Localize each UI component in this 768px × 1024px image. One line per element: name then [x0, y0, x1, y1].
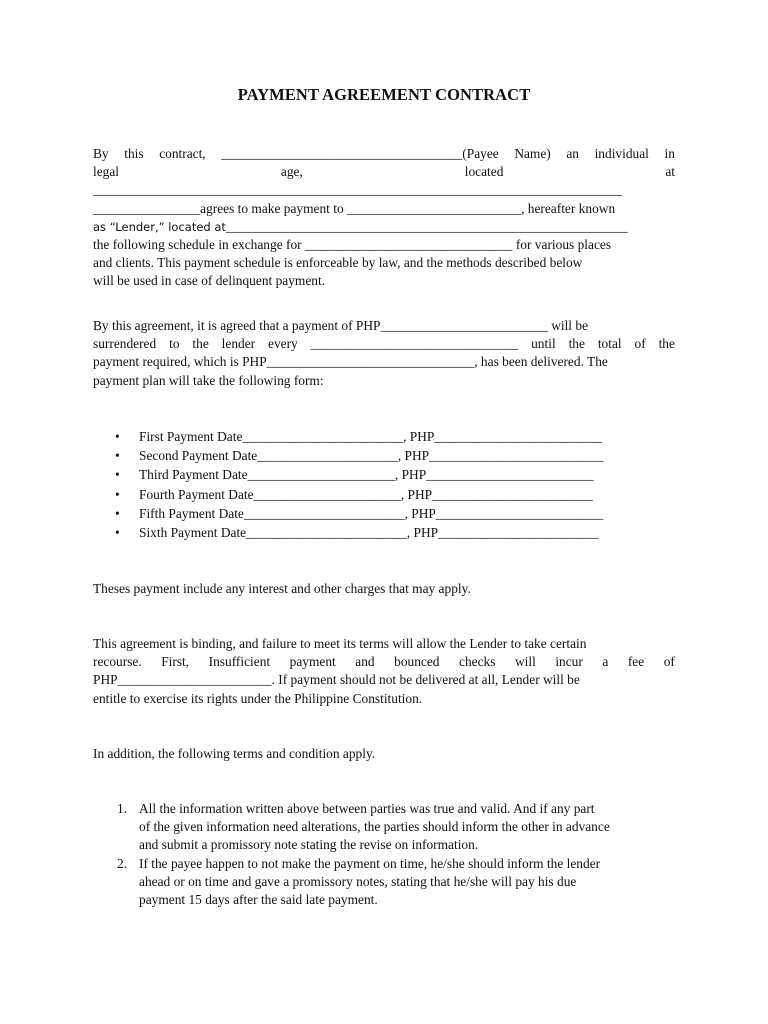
payment-schedule-list: [93, 428, 675, 543]
bullet-icon: •: [115, 448, 120, 464]
p4-line-4: entitle to exercise its rights under the Philippine Constitution.: [93, 690, 423, 706]
p1-line-8: will be used in case of delinquent payment.: [93, 273, 326, 289]
list-item: 1. All the information written above between parties was true and valid. And if any part of the given information need alterations, the parties should inform the other in advance and submit a promissory note stating the revise on information.: [117, 801, 610, 853]
p2-line-1: By this agreement, it is agreed that a payment of PHP_________________________ will be: [93, 318, 589, 333]
list-item: • Fifth Payment Date________________________, PHP_________________________: [93, 505, 675, 524]
item-number: 1.: [117, 801, 128, 816]
list-item: • Second Payment Date_____________________, PHP__________________________: [93, 447, 675, 466]
p4-line-1: This agreement is binding, and failure to meet its terms will allow the Lender to take certain: [93, 636, 587, 651]
bullet-icon: •: [115, 429, 120, 444]
p1-line-3: _______________________________________________________________________________: [93, 182, 622, 198]
p1-line-2: legal age, located at: [93, 164, 675, 180]
p1-line-5: as “Lender,” located at____________________________________________________________: [93, 218, 628, 234]
bullet-icon: •: [115, 524, 120, 540]
paragraph-parties: [93, 145, 675, 291]
p4-line-2: recourse. First, Insufficient payment and bounced checks will incur a fee of: [93, 654, 675, 670]
p4-line-3: PHP_______________________. If payment should not be delivered at all, Lender will be: [93, 672, 580, 688]
paragraph-charges: Theses payment include any interest and other charges that may apply.: [93, 581, 471, 596]
p1-line-4: ________________agrees to make payment to __________________________, hereafter known: [93, 200, 616, 216]
p2-line-3: payment required, which is PHP_______________________________, has been delivered. The: [93, 354, 608, 370]
bullet-icon: •: [115, 467, 120, 483]
bullet-icon: •: [115, 486, 120, 502]
paragraph-additional: In addition, the following terms and condition apply.: [93, 746, 376, 761]
list-item: • Fourth Payment Date______________________, PHP________________________: [93, 486, 675, 505]
list-item: • Sixth Payment Date________________________, PHP________________________: [93, 524, 675, 543]
list-item: 2. If the payee happen to not make the payment on time, he/she should inform the lender ahead or on time and gave a promissory notes, stating that he/she will pay his due payment 15 days after the said late payment.: [117, 855, 601, 908]
document-title: PAYMENT AGREEMENT CONTRACT: [237, 85, 531, 104]
p1-line-7: and clients. This payment schedule is enforceable by law, and the methods described below: [93, 255, 583, 271]
list-item: • First Payment Date________________________, PHP_________________________: [93, 428, 675, 447]
list-item: • Third Payment Date______________________, PHP_________________________: [93, 466, 675, 485]
p1-line-1: By this contract, ____________________________________(Payee Name) an individual in: [93, 146, 675, 161]
bullet-icon: •: [115, 505, 120, 521]
p1-line-6: the following schedule in exchange for _______________________________ for various places: [93, 237, 612, 253]
paragraph-payment-terms: [93, 317, 675, 390]
p2-line-2: surrendered to the lender every _______________________________ until the total of the: [93, 336, 675, 352]
p2-line-4: payment plan will take the following form:: [93, 372, 324, 388]
paragraph-binding: [93, 635, 675, 708]
terms-list: [93, 800, 675, 909]
item-number: 2.: [117, 855, 128, 871]
